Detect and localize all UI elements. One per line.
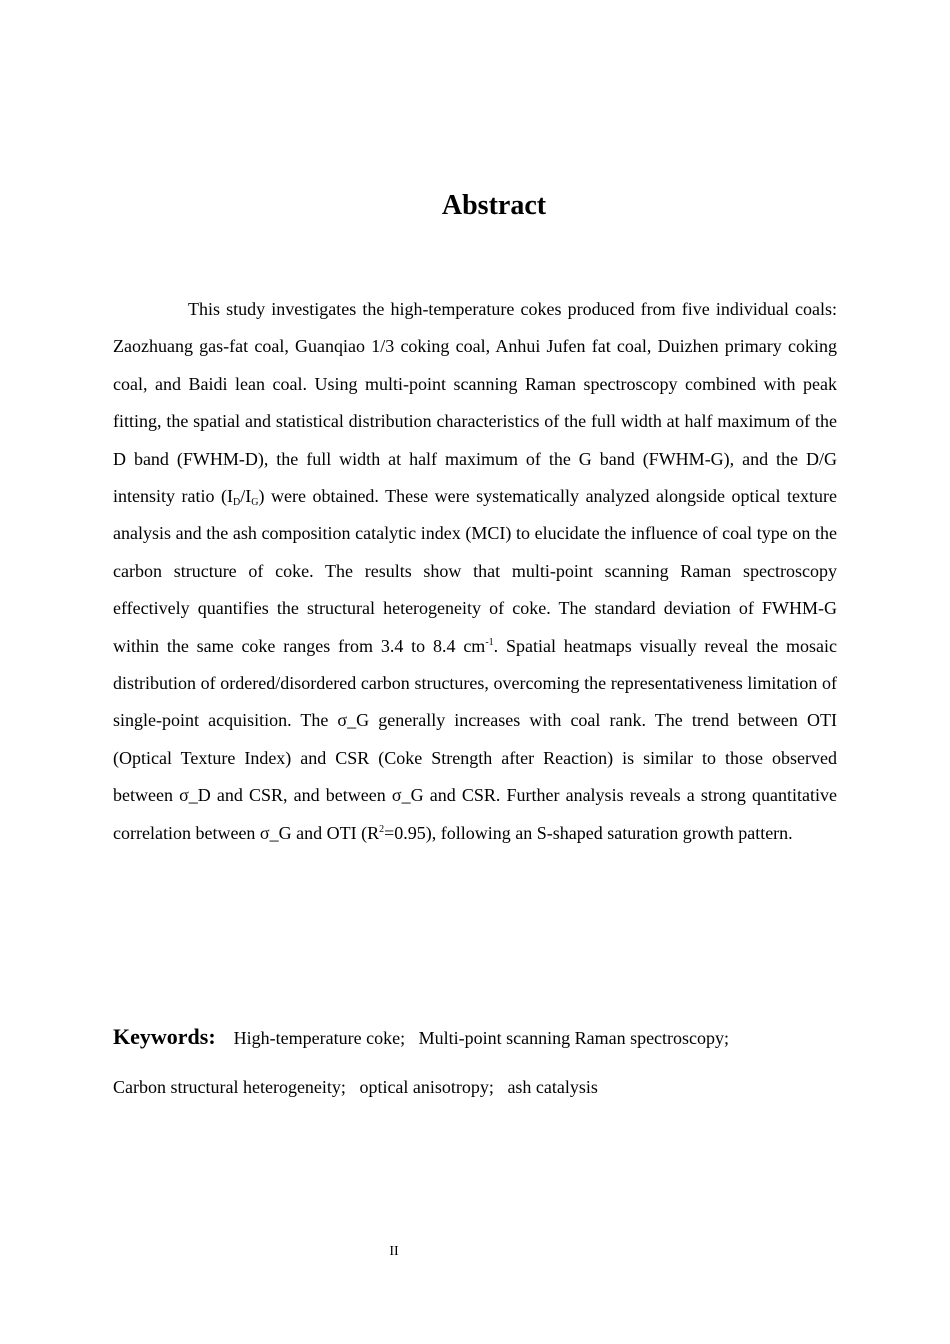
abstract-text-part-4: . Spatial heatmaps visually reveal the mosaic distribution of ordered/disordered carbon structures, overcoming the representativeness limitation of single-point acquisition. The σ_G generally increases with coal rank. The trend between OTI (Optical Texture Index) and CSR (Coke Strength after Reaction) is similar to those observed between σ_D and CSR, and between σ_G and CSR. Further analysis reveals a strong quantitative correlation between σ_G and OTI (R	[113, 635, 837, 843]
superscript-minus-one: -1	[485, 636, 494, 648]
abstract-text-part-5: =0.95), following an S-shaped saturation growth pattern.	[384, 822, 793, 843]
keyword-item: High-temperature coke;	[233, 1028, 406, 1048]
abstract-text-part-3: ) were obtained. These were systematically analyzed alongside optical texture analysis and the ash composition catalytic index (MCI) to elucidate the influence of coal type on the carbon structure of coke. The results show that multi-point scanning Raman spectroscopy effectively quantifies the structural heterogeneity of coke. The standard deviation of FWHM-G within the same coke ranges from 3.4 to 8.4 cm	[113, 486, 837, 656]
keyword-item: optical anisotropy;	[359, 1077, 494, 1097]
abstract-text-part-1: This study investigates the high-temperature cokes produced from five individual coals: Zaozhuang gas-fat coal, Guanqiao 1/3 coking coal, Anhui Jufen fat coal, Duizhen primary coking coal, and Baidi lean coal. Using multi-point scanning Raman spectroscopy combined with peak fitting, the spatial and statistical distribution characteristics of the full width at half maximum of the D band (FWHM-D), the full width at half maximum of the G band (FWHM-G), and the D/G intensity ratio (I	[113, 299, 837, 507]
subscript-d: D	[233, 497, 241, 509]
keywords-section	[113, 1012, 837, 1112]
superscript-two: 2	[379, 823, 385, 835]
keyword-item: Multi-point scanning Raman spectroscopy;	[418, 1028, 730, 1048]
keyword-item: ash catalysis	[507, 1077, 598, 1097]
keyword-item: Carbon structural heterogeneity;	[113, 1077, 346, 1097]
abstract-text-part-2: /I	[240, 486, 252, 507]
page-number: II	[389, 1244, 399, 1259]
abstract-paragraph	[113, 291, 837, 852]
subscript-g: G	[251, 497, 259, 509]
keywords-label: Keywords:	[113, 1024, 216, 1049]
abstract-title: Abstract	[441, 190, 547, 221]
